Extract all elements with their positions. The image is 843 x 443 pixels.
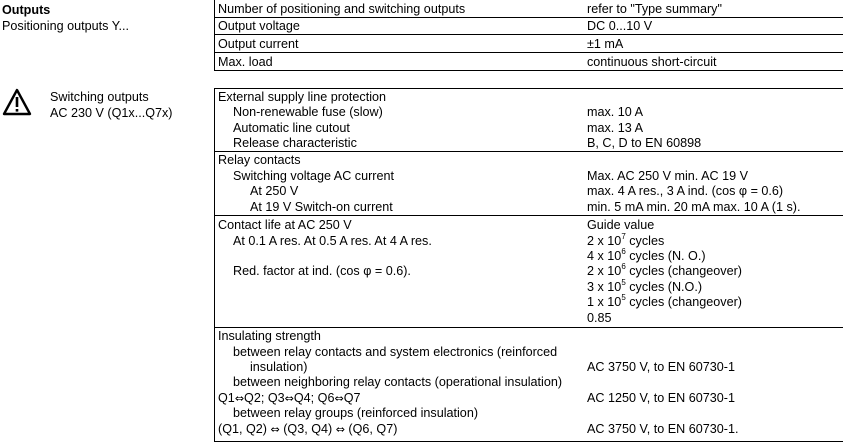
life-guide: Guide value [587, 218, 655, 232]
life-title: Contact life at AC 250 V [218, 218, 352, 232]
row-value: B, C, D to EN 60898 [587, 136, 702, 150]
double-arrow-icon: ⇔ [335, 423, 345, 436]
row-value: Max. AC 250 V min. AC 19 V [587, 169, 748, 183]
section-heading: Outputs [2, 3, 51, 17]
double-arrow-icon: ⇔ [284, 392, 294, 405]
row-value: min. 5 mA min. 20 mA max. 10 A (1 s). [587, 200, 801, 214]
divider [214, 52, 843, 53]
divider [214, 70, 843, 71]
row-value: max. 4 A res., 3 A ind. (cos φ = 0.6) [587, 184, 784, 198]
section-subheading: Positioning outputs Y... [2, 19, 129, 33]
row-label: At 19 V Switch-on current [250, 200, 393, 214]
insulation-row2-value: AC 1250 V, to EN 60730-1 [587, 391, 735, 405]
row-label: Switching voltage AC current [233, 169, 395, 183]
insulation-row3-line2: (Q1, Q2) ⇔ (Q3, Q4) ⇔ (Q6, Q7) [218, 422, 398, 436]
divider [214, 441, 843, 442]
insulation-row1-line1: between relay contacts and system electronics (reinforced [233, 345, 558, 359]
divider [214, 151, 843, 152]
warning-triangle-icon [2, 88, 32, 116]
row-value: ±1 mA [587, 37, 624, 51]
divider [214, 215, 843, 216]
insulation-row3-value: AC 3750 V, to EN 60730-1. [587, 422, 739, 436]
row-label: Max. load [218, 55, 273, 69]
insulation-row1-value: AC 3750 V, to EN 60730-1 [587, 360, 735, 374]
insulation-row2-line2: Q1⇔Q2; Q3⇔Q4; Q6⇔Q7 [218, 391, 361, 405]
life-factor: 0.85 [587, 311, 612, 325]
life-res-label: At 0.1 A res. At 0.5 A res. At 4 A res. [233, 234, 432, 248]
block2-left-border [214, 88, 215, 442]
block1-left-border [214, 0, 215, 71]
double-arrow-icon: ⇔ [334, 392, 344, 405]
row-label: Output current [218, 37, 299, 51]
row-label: Release characteristic [233, 136, 357, 150]
switching-outputs-title: Switching outputs [50, 90, 149, 104]
life-value: 2 x $10^6$ cycles (changeover) [587, 261, 742, 278]
row-label: Output voltage [218, 19, 300, 33]
row-label: Non-renewable fuse (slow) [233, 105, 383, 119]
row-label: Automatic line cutout [233, 121, 350, 135]
life-value: 2 x $10^7$ cycles [587, 231, 665, 248]
row-label: At 250 V [250, 184, 299, 198]
insulation-row2-line1: between neighboring relay contacts (operational insulation) [233, 375, 563, 389]
double-arrow-icon: ⇔ [234, 392, 245, 405]
double-arrow-icon: ⇔ [270, 423, 280, 436]
life-red-label: Red. factor at ind. (cos φ = 0.6). [233, 264, 411, 278]
row-label: Number of positioning and switching outputs [218, 2, 466, 16]
insulation-row3-line1: between relay groups (reinforced insulation) [233, 406, 479, 420]
row-value: max. 10 A [587, 105, 644, 119]
row-value: max. 13 A [587, 121, 644, 135]
row-value: refer to "Type summary" [587, 2, 722, 16]
switching-outputs-subtitle: AC 230 V (Q1x...Q7x) [50, 106, 173, 120]
row-value: continuous short-circuit [587, 55, 717, 69]
insulation-row1-line2: insulation) [250, 360, 308, 374]
insulation-title: Insulating strength [218, 329, 321, 343]
life-value: 3 x $10^5$ cycles (N.O.) [587, 277, 703, 294]
divider [214, 34, 843, 35]
relay-title: Relay contacts [218, 153, 301, 167]
divider [214, 17, 843, 18]
row-value: DC 0...10 V [587, 19, 653, 33]
supply-title: External supply line protection [218, 90, 387, 104]
life-value: 1 x $10^5$ cycles (changeover) [587, 292, 742, 309]
life-value: 4 x $10^6$ cycles (N. O.) [587, 246, 706, 263]
